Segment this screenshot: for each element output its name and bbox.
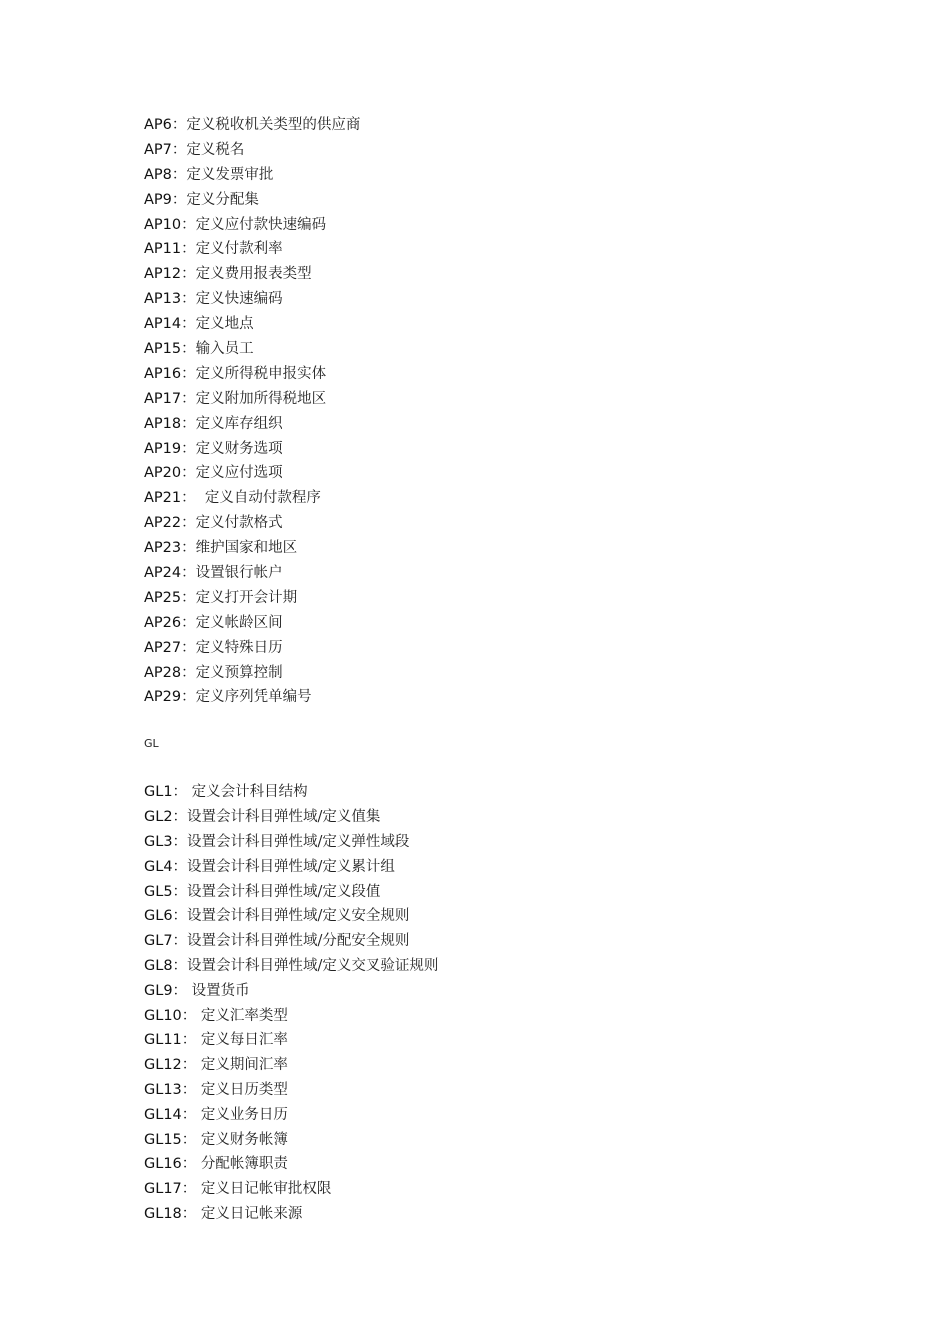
item-separator: ： xyxy=(172,883,188,900)
item-code: GL17 xyxy=(144,1181,182,1198)
item-separator: ： xyxy=(181,1156,201,1173)
item-separator: ： xyxy=(181,291,196,308)
item-code: GL2 xyxy=(144,809,173,826)
item-separator: ： xyxy=(181,316,196,333)
item-separator: ： xyxy=(181,490,205,507)
gl-list-item xyxy=(144,979,904,1004)
item-separator: ： xyxy=(181,589,196,606)
item-code: AP23 xyxy=(144,540,182,557)
item-code: AP18 xyxy=(144,415,182,432)
item-separator: ： xyxy=(171,141,187,158)
item-separator: ： xyxy=(181,1106,201,1123)
item-code: GL11 xyxy=(144,1032,182,1049)
ap-list-item xyxy=(144,412,904,437)
ap-list-item xyxy=(144,461,904,486)
item-description: 输入员工 xyxy=(195,341,254,358)
ap-list-item xyxy=(144,437,904,462)
item-description: 定义自动付款程序 xyxy=(204,490,321,507)
item-separator: ： xyxy=(181,1007,201,1024)
item-description: 定义付款格式 xyxy=(195,515,283,532)
item-code: AP27 xyxy=(144,639,182,656)
item-code: GL15 xyxy=(144,1131,182,1148)
gl-list-item xyxy=(144,1053,904,1078)
item-separator: ： xyxy=(171,117,187,133)
item-description: 设置会计科目弹性域/定义累计组 xyxy=(187,858,395,875)
ap-list-item xyxy=(144,312,904,337)
ap-list-item xyxy=(144,586,904,611)
item-description: 定义每日汇率 xyxy=(200,1032,288,1049)
item-separator: ： xyxy=(181,365,196,382)
item-description: 设置会计科目弹性域/定义交叉验证规则 xyxy=(187,957,439,974)
gl-list-item xyxy=(144,855,904,880)
item-separator: ： xyxy=(172,982,192,999)
gl-list xyxy=(144,780,904,1226)
item-code: AP28 xyxy=(144,664,182,681)
gl-list-item xyxy=(144,1028,904,1053)
item-description: 定义预算控制 xyxy=(195,664,283,681)
item-separator: ： xyxy=(181,266,196,283)
ap-list-item xyxy=(144,661,904,686)
gl-list-item xyxy=(144,805,904,830)
item-separator: ： xyxy=(181,1181,201,1198)
item-code: GL3 xyxy=(144,833,173,850)
gl-list-item xyxy=(144,1202,904,1227)
item-separator: ： xyxy=(171,191,187,208)
item-description: 设置会计科目弹性域/分配安全规则 xyxy=(187,933,410,950)
ap-list-item xyxy=(144,113,904,138)
item-separator: ： xyxy=(171,166,187,183)
gl-list-item xyxy=(144,780,904,805)
item-code: AP8 xyxy=(144,166,172,183)
ap-list-item xyxy=(144,138,904,163)
item-separator: ： xyxy=(181,565,196,582)
item-code: AP22 xyxy=(144,515,182,532)
ap-list-item xyxy=(144,561,904,586)
item-description: 设置货币 xyxy=(191,982,250,999)
gl-list-item xyxy=(144,1152,904,1177)
ap-list-item xyxy=(144,611,904,636)
item-separator: ： xyxy=(181,639,196,656)
item-description: 维护国家和地区 xyxy=(195,540,298,557)
item-description: 设置会计科目弹性域/定义段值 xyxy=(187,883,381,900)
item-description: 定义所得税申报实体 xyxy=(195,365,327,382)
item-code: GL7 xyxy=(144,933,173,950)
item-code: AP16 xyxy=(144,365,182,382)
item-code: AP13 xyxy=(144,291,182,308)
item-separator: ： xyxy=(181,1081,201,1098)
ap-list-item xyxy=(144,237,904,262)
item-separator: ： xyxy=(181,1057,201,1074)
item-description: 定义地点 xyxy=(195,316,254,333)
item-description: 设置会计科目弹性域/定义值集 xyxy=(187,809,381,826)
ap-list-item xyxy=(144,685,904,710)
item-code: AP14 xyxy=(144,316,182,333)
gl-list-item xyxy=(144,880,904,905)
item-code: AP11 xyxy=(144,241,182,258)
item-description: 定义附加所得税地区 xyxy=(195,390,327,407)
item-description: 定义付款利率 xyxy=(195,241,283,258)
item-description: 定义汇率类型 xyxy=(200,1007,288,1024)
gl-list-item xyxy=(144,929,904,954)
item-code: AP20 xyxy=(144,465,182,482)
item-code: AP29 xyxy=(144,689,182,706)
item-description: 定义序列凭单编号 xyxy=(195,689,312,706)
item-description: 定义特殊日历 xyxy=(195,639,283,656)
item-description: 定义应付款快速编码 xyxy=(195,216,327,233)
ap-list-item xyxy=(144,362,904,387)
item-separator: ： xyxy=(172,908,188,925)
item-description: 定义快速编码 xyxy=(195,291,283,308)
item-description: 定义财务帐簿 xyxy=(200,1131,288,1148)
item-code: AP6 xyxy=(144,117,172,133)
item-description: 定义日记帐来源 xyxy=(200,1205,303,1222)
item-description: 定义费用报表类型 xyxy=(195,266,312,283)
item-description: 定义税名 xyxy=(186,141,245,158)
item-separator: ： xyxy=(181,1205,201,1222)
item-separator: ： xyxy=(181,440,196,457)
item-description: 定义打开会计期 xyxy=(195,589,298,606)
item-description: 定义财务选项 xyxy=(195,440,283,457)
gl-list-item xyxy=(144,904,904,929)
gl-list-item xyxy=(144,1177,904,1202)
item-separator: ： xyxy=(172,933,188,950)
item-description: 定义期间汇率 xyxy=(200,1057,288,1074)
ap-list-item xyxy=(144,213,904,238)
item-code: AP15 xyxy=(144,341,182,358)
item-separator: ： xyxy=(181,465,196,482)
item-code: GL1 xyxy=(144,784,173,801)
item-code: AP12 xyxy=(144,266,182,283)
item-separator: ： xyxy=(181,540,196,557)
gl-list-item xyxy=(144,1078,904,1103)
item-code: AP21 xyxy=(144,490,182,507)
item-separator: ： xyxy=(172,957,188,974)
item-description: 定义会计科目结构 xyxy=(191,784,308,801)
item-code: GL13 xyxy=(144,1081,182,1098)
item-description: 定义发票审批 xyxy=(186,166,274,183)
item-code: GL10 xyxy=(144,1007,182,1024)
item-separator: ： xyxy=(181,664,196,681)
item-separator: ： xyxy=(181,1032,201,1049)
ap-list xyxy=(144,113,904,710)
ap-list-item xyxy=(144,511,904,536)
item-description: 分配帐簿职责 xyxy=(200,1156,288,1173)
item-description: 定义库存组织 xyxy=(195,415,283,432)
ap-list-item xyxy=(144,262,904,287)
item-code: GL8 xyxy=(144,957,173,974)
gl-list-item xyxy=(144,1128,904,1153)
ap-list-item xyxy=(144,337,904,362)
item-description: 设置会计科目弹性域/定义弹性域段 xyxy=(187,833,410,850)
gl-list-item xyxy=(144,1103,904,1128)
document-page xyxy=(144,113,904,1227)
item-code: AP10 xyxy=(144,216,182,233)
item-separator: ： xyxy=(181,415,196,432)
item-separator: ： xyxy=(181,689,196,706)
item-separator: ： xyxy=(181,341,196,358)
item-separator: ： xyxy=(181,515,196,532)
ap-list-item xyxy=(144,163,904,188)
item-description: 设置银行帐户 xyxy=(195,565,283,582)
item-description: 定义业务日历 xyxy=(200,1106,288,1123)
item-code: GL18 xyxy=(144,1205,182,1222)
item-description: 设置会计科目弹性域/定义安全规则 xyxy=(187,908,410,925)
item-description: 定义分配集 xyxy=(186,191,259,208)
ap-list-item xyxy=(144,486,904,511)
item-description: 定义日历类型 xyxy=(200,1081,288,1098)
item-code: AP25 xyxy=(144,589,182,606)
item-separator: ： xyxy=(172,858,188,875)
item-separator: ： xyxy=(181,614,196,631)
item-code: GL9 xyxy=(144,982,173,999)
item-code: AP19 xyxy=(144,440,182,457)
gl-section-heading: GL xyxy=(144,737,159,751)
item-separator: ： xyxy=(172,809,188,826)
ap-list-item xyxy=(144,636,904,661)
item-code: AP24 xyxy=(144,565,182,582)
item-description: 定义税收机关类型的供应商 xyxy=(186,117,361,133)
item-code: GL14 xyxy=(144,1106,182,1123)
item-code: GL5 xyxy=(144,883,173,900)
item-code: AP17 xyxy=(144,390,182,407)
ap-list-item xyxy=(144,188,904,213)
item-code: GL16 xyxy=(144,1156,182,1173)
item-separator: ： xyxy=(181,1131,201,1148)
item-description: 定义应付选项 xyxy=(195,465,283,482)
item-separator: ： xyxy=(172,833,188,850)
item-code: GL12 xyxy=(144,1057,182,1074)
item-separator: ： xyxy=(181,216,196,233)
gl-list-item xyxy=(144,954,904,979)
ap-list-item xyxy=(144,287,904,312)
ap-list-item xyxy=(144,536,904,561)
item-separator: ： xyxy=(181,241,196,258)
ap-list-item xyxy=(144,387,904,412)
item-code: AP7 xyxy=(144,141,172,158)
item-separator: ： xyxy=(172,784,192,801)
item-description: 定义帐龄区间 xyxy=(195,614,283,631)
item-code: GL6 xyxy=(144,908,173,925)
item-code: GL4 xyxy=(144,858,173,875)
item-separator: ： xyxy=(181,390,196,407)
item-description: 定义日记帐审批权限 xyxy=(200,1181,332,1198)
item-code: AP26 xyxy=(144,614,182,631)
item-code: AP9 xyxy=(144,191,172,208)
gl-list-item xyxy=(144,830,904,855)
gl-list-item xyxy=(144,1004,904,1029)
